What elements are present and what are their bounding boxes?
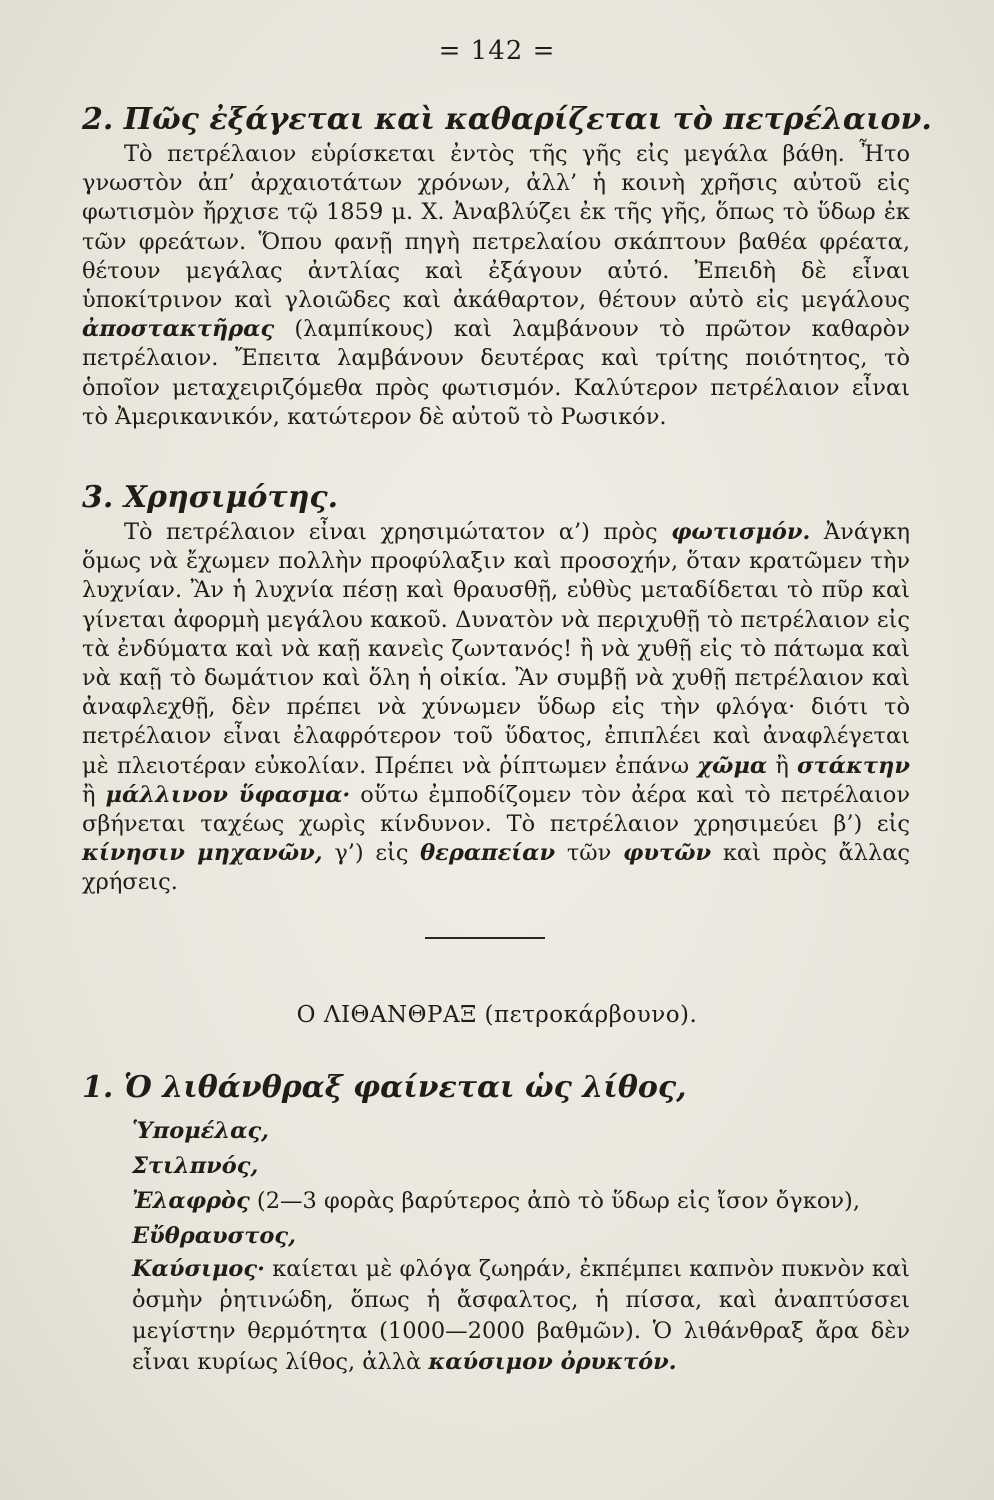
section-heading-extraction: 2. Πῶς ἐξάγεται καὶ καθαρίζεται τὸ πετρέλαιον. bbox=[82, 102, 932, 137]
paragraph-usefulness bbox=[82, 518, 910, 898]
text-run: ἢ bbox=[775, 752, 789, 779]
chapter-title-coal: Ο ΛΙΘΑΝΘΡΑΞ (πετροκάρβουνο). bbox=[296, 1002, 698, 1028]
text-run: οὕτω ἐμποδίζομεν τὸν ἀέρα καὶ τὸ πετρέλαιον σβήνεται ταχέως χωρὶς κίνδυνον. Τὸ πετρέλαιον χρησιμεύει β’) εἰς bbox=[82, 781, 911, 838]
section-usefulness bbox=[82, 478, 910, 898]
property-term: Ὑπομέλας, bbox=[132, 1118, 269, 1144]
text-run: καίεται μὲ φλόγα ζωηράν, ἐκπέμπει καπνὸν πυκνὸν καὶ ὀσμὴν ῥητινώδη, ὅπως ἡ ἄσφαλτος, ἡ πίσσα, καὶ ἀναπτύσσει μεγίστην θερμότητα (1000—2000 βαθμῶν). Ὁ λιθάνθραξ ἄρα δὲν εἶναι κυρίως λίθος, ἀλλὰ bbox=[132, 1256, 910, 1375]
page-number: = 142 = bbox=[438, 36, 556, 66]
section-extraction bbox=[82, 100, 932, 432]
emphasis-soil: χῶμα bbox=[697, 752, 768, 779]
emphasis-plants: φυτῶν bbox=[623, 840, 712, 867]
text-run: (λαμπίκους) καὶ λαμβάνουν τὸ πρῶτον καθαρὸν πετρέλαιον. Ἔπειτα λαμβάνουν δευτέρας καὶ τρίτης ποιότητος, τὸ ὁποῖον μεταχειριζόμεθα πρὸς φωτισμόν. Καλύτερον πετρέλαιον εἶναι τὸ Ἀμερικανικόν, κατώτερον δὲ αὐτοῦ τὸ Ρωσικόν. bbox=[82, 316, 910, 430]
list-item bbox=[132, 1149, 910, 1184]
text-run: γ’) εἰς bbox=[334, 840, 409, 867]
property-term: Στιλπνός, bbox=[132, 1153, 259, 1179]
emphasis-machines: κίνησιν μηχανῶν, bbox=[82, 840, 323, 867]
emphasis-therapy: θεραπείαν bbox=[420, 840, 556, 867]
property-text: (2—3 φορὰς βαρύτερος ἀπὸ τὸ ὕδωρ εἰς ἴσον ὄγκον), bbox=[256, 1188, 860, 1214]
list-item bbox=[132, 1184, 910, 1219]
text-run: Ἀνάγκη ὅμως νὰ ἔχωμεν πολλὴν προφύλαξιν καὶ προσοχήν, ὅταν κρατῶμεν τὴν λυχνίαν. Ἂν ἡ λυχνία πέσῃ καὶ θραυσθῇ, εὐθὺς μεταδίδεται τὸ πῦρ καὶ γίνεται ἀφορμὴ μεγάλου κακοῦ. Δυνατὸν νὰ περιχυθῇ τὸ πετρέλαιον εἰς τὰ ἐνδύματα καὶ νὰ καῇ κανεὶς ζωντανός! ἢ νὰ χυθῇ εἰς τὸ πάτωμα καὶ νὰ καῇ τὸ δωμάτιον καὶ ὅλη ἡ οἰκία. Ἂν συμβῇ νὰ χυθῇ πετρέλαιον καὶ ἀναφλεχθῇ, δὲν πρέπει νὰ χύνωμεν ὕδωρ εἰς τὴν φλόγα· διότι τὸ πετρέλαιον εἶναι ἐλαφρότερον τοῦ ὕδατος, ἐπιπλέει καὶ ἀναφλέγεται μὲ πλειοτέραν εὐκολίαν. Πρέπει νὰ ῥίπτωμεν ἐπάνω bbox=[82, 519, 911, 779]
text-run: Τὸ πετρέλαιον εἶναι χρησιμώτατον α’) πρὸς bbox=[124, 519, 658, 545]
emphasis-wool-cloth: μάλλινον ὕφασμα· bbox=[105, 781, 351, 808]
section-divider bbox=[425, 937, 545, 939]
text-run: καὶ πρὸς ἄλλας χρήσεις. bbox=[82, 840, 911, 896]
section-coal bbox=[82, 1068, 910, 1378]
text-run: τῶν bbox=[566, 840, 612, 867]
property-term: Εὔθραυστος, bbox=[132, 1223, 296, 1249]
coal-properties-list bbox=[132, 1114, 910, 1254]
section-heading-usefulness: 3. Χρησιμότης. bbox=[82, 480, 339, 515]
paragraph-extraction bbox=[82, 140, 910, 432]
term-distillers: ἀποστακτῆρας bbox=[82, 316, 275, 343]
paragraph-combustible bbox=[132, 1254, 910, 1378]
section-heading-coal: 1. Ὁ λιθάνθραξ φαίνεται ὡς λίθος, bbox=[82, 1070, 687, 1105]
emphasis-lighting: φωτισμόν. bbox=[671, 519, 811, 545]
emphasis-fuel-mineral: καύσιμον ὀρυκτόν. bbox=[428, 1349, 677, 1375]
property-term: Καύσιμος· bbox=[132, 1256, 265, 1282]
text-run: Τὸ πετρέλαιον εὑρίσκεται ἐντὸς τῆς γῆς εἰς μεγάλα βάθη. Ἦτο γνωστὸν ἀπ’ ἀρχαιοτάτων χρόνων, ἀλλ’ ἡ κοινὴ χρῆσις αὐτοῦ εἰς φωτισμὸν ἤρχισε τῷ 1859 μ. Χ. Ἀναβλύζει ἐκ τῆς γῆς, ὅπως τὸ ὕδωρ ἐκ τῶν φρεάτων. Ὅπου φανῇ πηγὴ πετρελαίου σκάπτουν βαθέα φρέατα, θέτουν μεγάλας ἀντλίας καὶ ἐξάγουν αὐτό. Ἐπειδὴ δὲ εἶναι ὑποκίτρινον καὶ γλοιῶδες καὶ ἀκάθαρτον, θέτουν αὐτὸ εἰς μεγάλους bbox=[82, 141, 910, 314]
property-term: Ἐλαφρὸς bbox=[132, 1188, 250, 1214]
emphasis-ash: στάκτην bbox=[796, 752, 910, 779]
list-item bbox=[132, 1219, 910, 1254]
list-item bbox=[132, 1114, 910, 1149]
text-run: ἢ bbox=[82, 781, 96, 808]
